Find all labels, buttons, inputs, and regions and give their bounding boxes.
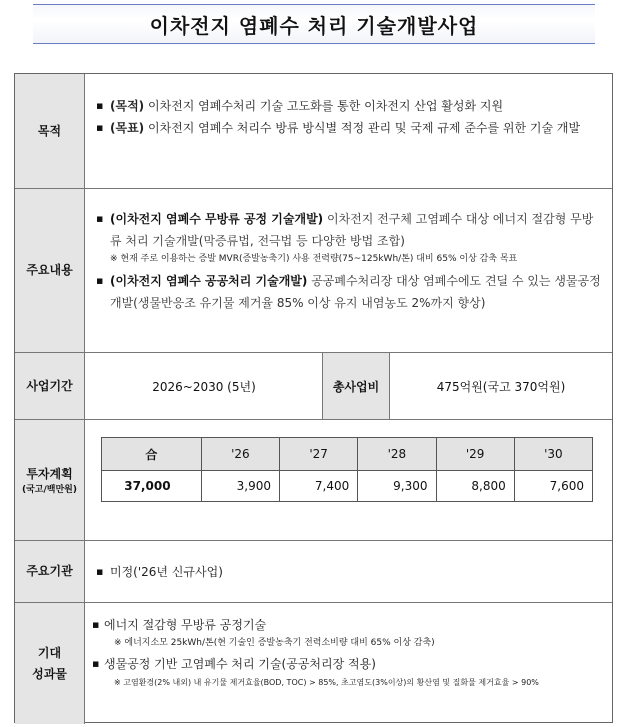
content-content [86,189,612,352]
outcome-item-bio-process: ▪ 생물공정 기반 고염폐수 처리 기술(공공처리장 적용) [92,653,602,675]
purpose-content [86,74,612,188]
investment-row [15,419,612,540]
investment-table [101,437,593,502]
investment-value-2028: 9,300 [358,471,436,502]
outcome-content [86,603,612,724]
period-row [15,352,612,419]
agency-row [15,540,612,602]
agency-label: 주요기관 [15,541,85,602]
content-label: 주요내용 [15,189,85,352]
investment-value-total: 37,000 [102,471,202,502]
investment-header-2026: '26 [201,438,279,471]
cost-label: 총사업비 [322,353,390,419]
content-row [15,188,612,352]
content-item-public-treatment: ▪ (이차전지 염폐수 공공처리 기술개발) 공공폐수처리장 대상 염폐수에도 견딜 수 있는 생물공정 개발(생물반응조 유기물 제거율 85% 이상 유지 내염농도 2%까지 향상) [96,270,602,314]
purpose-row [15,74,612,188]
content-note-zero-discharge: ※ 현재 주로 이용하는 증발 MVR(증발농축기) 사용 전력량(75~125kWh/톤) 대비 65% 이상 감축 목표 [110,254,518,264]
investment-header-total: 合 [102,438,202,471]
content-item-zero-discharge: ▪ (이차전지 염폐수 무방류 공정 기술개발) 이차전지 전구체 고염폐수 대상 에너지 절감형 무방류 처리 기술개발(막증류법, 전극법 등 다양한 방법 조합) [96,208,602,252]
page-title: 이차전지 염폐수 처리 기술개발사업 [149,13,479,38]
title-banner [33,4,595,44]
investment-unit: (국고/백만원) [22,484,77,495]
investment-header-2028: '28 [358,438,436,471]
period-value: 2026~2030 (5년) [152,379,256,394]
cost-value: 475억원(국고 370억원) [436,379,566,394]
purpose-item: ▪ (목적) 이차전지 염폐수처리 기술 고도화를 통한 이차전지 산업 활성화 지원 [96,95,602,117]
outcome-item-zero-discharge: ▪ 에너지 절감형 무방류 공정기술 [92,614,602,636]
investment-label: 투자계획 (국고/백만원) [15,420,85,540]
investment-value-2029: 8,800 [436,471,514,502]
agency-content [86,541,612,602]
investment-value-2027: 7,400 [280,471,358,502]
agency-value: ▪ 미정('26년 신규사업) [96,561,223,583]
outcome-row [15,602,612,724]
outcome-label: 기대 성과물 [15,603,85,724]
investment-header-2030: '30 [514,438,592,471]
investment-value-2026: 3,900 [201,471,279,502]
outcome-note-energy: ※ 에너지소모 25kWh/톤(현 기술인 증발농축기 전력소비량 대비 65% 이상 감축) [114,638,435,648]
investment-header-2029: '29 [436,438,514,471]
project-summary-table [14,73,613,723]
purpose-label: 목적 [15,74,85,188]
investment-header-row [102,438,593,471]
investment-header-2027: '27 [280,438,358,471]
investment-value-2030: 7,600 [514,471,592,502]
period-label: 사업기간 [15,353,85,419]
goal-item: ▪ (목표) 이차전지 염폐수 처리수 방류 방식별 적정 관리 및 국제 규제 준수를 위한 기술 개발 [96,117,602,139]
investment-value-row [102,471,593,502]
outcome-note-removal: ※ 고염환경(2% 내외) 내 유기물 제거효율(BOD, TOC) > 85%, 초고염도(3%이상)의 황산염 및 질화물 제거효율 > 90% [114,678,539,687]
